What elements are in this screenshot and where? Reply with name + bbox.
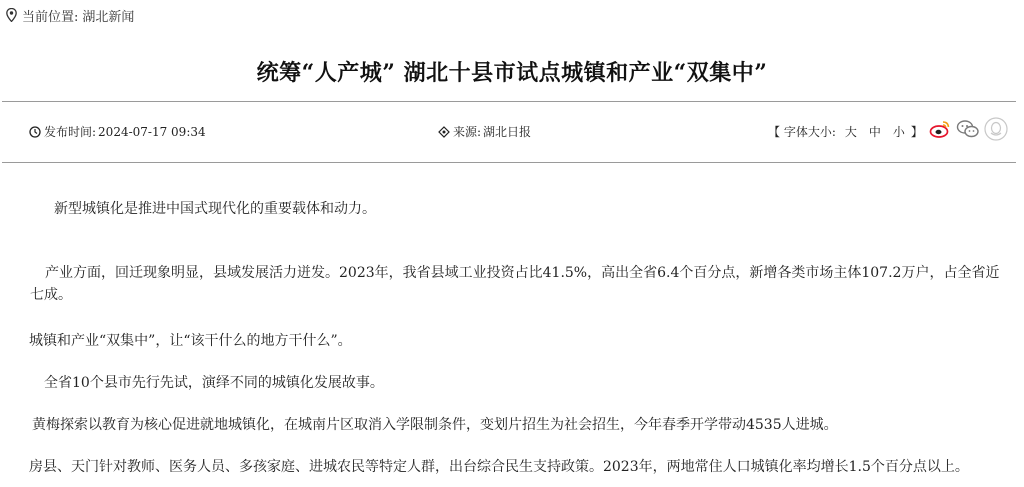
article-meta-bar [0, 120, 1024, 142]
breadcrumb [6, 5, 134, 25]
paragraph: 新型城镇化是推进中国式现代化的重要载体和动力。 [54, 201, 376, 217]
publish-time: 2024-07-17 09:34 [98, 124, 206, 139]
article-title: 统筹“人产城” 湖北十县市试点城镇和产业“双集中” [256, 60, 768, 86]
font-size-label-open: 【 字体大小: [768, 125, 836, 139]
font-size-medium-button[interactable]: 中 [868, 125, 881, 139]
breadcrumb-label: 当前位置: [22, 9, 79, 25]
publish-label: 发布时间: [44, 125, 97, 139]
location-pin-icon [6, 8, 17, 22]
source-info [438, 123, 531, 140]
publish-info [29, 123, 206, 140]
paragraph: 黄梅探索以教育为核心促进就地城镇化，在城南片区取消入学限制条件，变划片招生为社会招生，今年春季开学带动4535人进城。 [32, 417, 838, 433]
source-label: 来源: [453, 125, 482, 139]
qq-icon[interactable] [984, 117, 1008, 141]
share-bar [928, 117, 1008, 141]
source-name: 湖北日报 [483, 125, 532, 139]
meta-divider [2, 162, 1016, 163]
wechat-icon[interactable] [956, 117, 980, 141]
source-icon [438, 126, 450, 138]
paragraph: 产业方面，回迁现象明显，县域发展活力迸发。2023年，我省县域工业投资占比41.5%，高出全省6.4个百分点，新增各类市场主体107.2万户，占全省近七成。 [30, 265, 1000, 303]
font-size-label-close: 】 [910, 125, 923, 139]
font-size-small-button[interactable]: 小 [892, 125, 905, 139]
font-size-large-button[interactable]: 大 [844, 125, 857, 139]
breadcrumb-link-current[interactable]: 湖北新闻 [82, 9, 135, 25]
weibo-icon[interactable] [928, 117, 952, 141]
paragraph: 全省10个县市先行先试，演绎不同的城镇化发展故事。 [44, 375, 384, 391]
clock-icon [29, 126, 41, 138]
paragraph: 城镇和产业“双集中”，让“该干什么的地方干什么”。 [29, 333, 352, 349]
font-size-control [768, 123, 926, 140]
top-divider [2, 101, 1016, 102]
paragraph: 房县、天门针对教师、医务人员、多孩家庭、进城农民等特定人群，出台综合民生支持政策。2023年，两地常住人口城镇化率均增长1.5个百分点以上。 [29, 459, 969, 475]
